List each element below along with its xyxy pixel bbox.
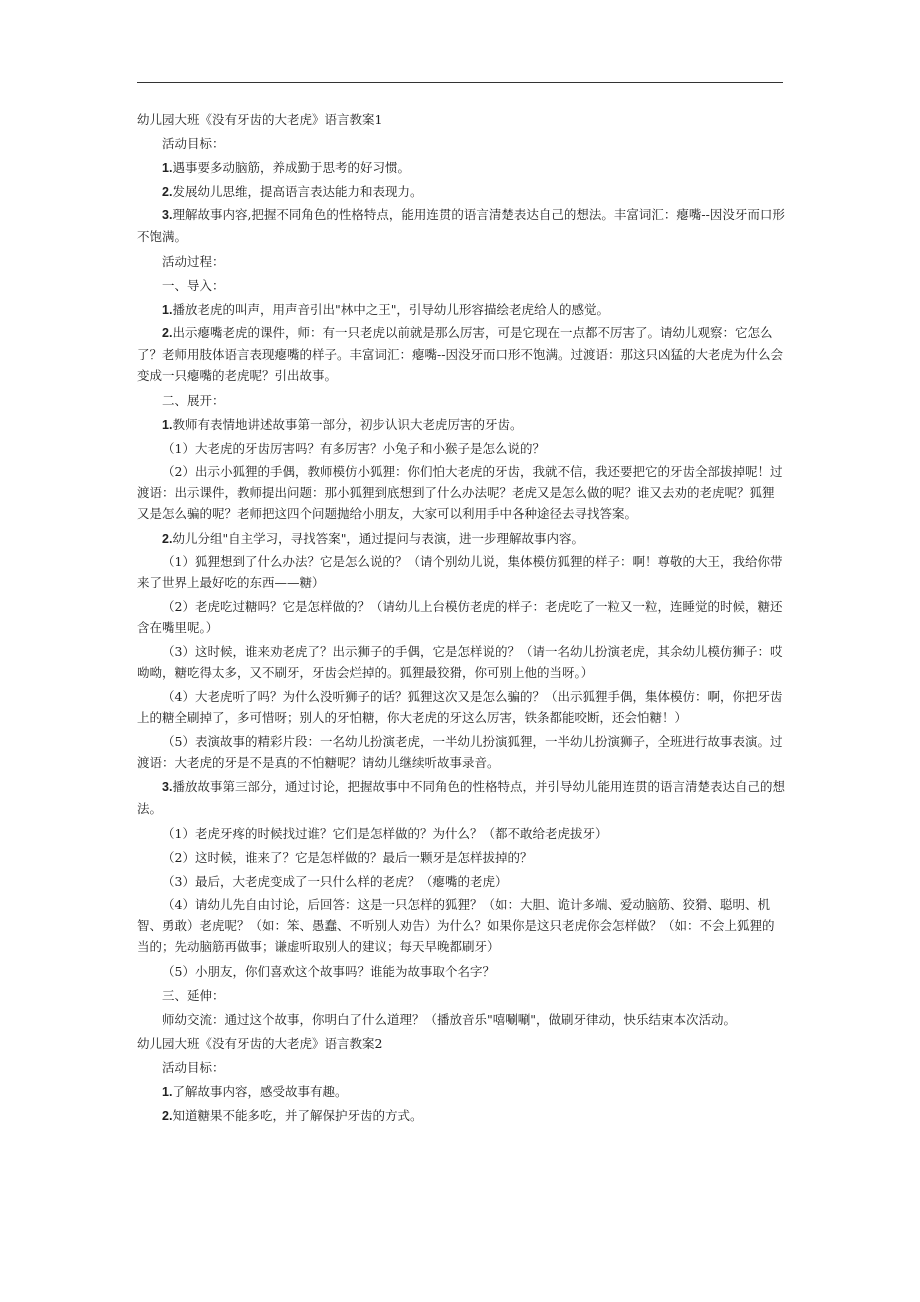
section-heading [137,132,785,156]
paragraph [137,180,785,204]
paragraph-text: （2）老虎吃过糖吗？它是怎样做的？（请幼儿上台模仿老虎的样子：老虎吃了一粒又一粒，连睡觉的时候，糖还含在嘴里呢。） [137,599,783,635]
paragraph-text: 二、展开： [162,393,225,408]
paragraph [137,527,785,551]
item-number: 2. [162,1109,173,1123]
section-heading [137,389,785,413]
section-heading [137,274,785,298]
paragraph [137,960,785,984]
paragraph-text: 理解故事内容,把握不同角色的性格特点，能用连贯的语言清楚表达自己的想法。丰富词汇：瘪嘴--因没牙而口形不饱满。 [137,207,785,244]
header-rule [137,82,783,83]
paragraph-text: 幼儿园大班《没有牙齿的大老虎》语言教案2 [137,1036,383,1051]
paragraph [137,776,785,819]
paragraph-text: （5）小朋友，你们喜欢这个故事吗？谁能为故事取个名字？ [162,964,495,979]
paragraph-text: （5）表演故事的精彩片段：一名幼儿扮演老虎，一半幼儿扮演狐狸，一半幼儿扮演狮子，全班进行故事表演。过渡语：大老虎的牙是不是真的不怕糖呢？请幼儿继续听故事录音。 [137,734,783,770]
paragraph [137,298,785,322]
paragraph [137,641,785,683]
paragraph-text: 幼儿分组"自主学习，寻找答案"，通过提问与表演，进一步理解故事内容。 [172,531,584,546]
paragraph [137,846,785,870]
paragraph-text: 了解故事内容，感受故事有趣。 [172,1084,348,1099]
item-number: 3. [162,780,173,794]
paragraph [137,894,785,957]
paragraph-text: 播放故事第三部分，通过讨论，把握故事中不同角色的性格特点，并引导幼儿能用连贯的语言清楚表达自己的想法。 [137,779,785,816]
paragraph [137,1104,785,1128]
paragraph [137,156,785,180]
paragraph-text: 活动目标： [162,1060,225,1075]
paragraph-text: （1）狐狸想到了什么办法？它是怎么说的？（请个别幼儿说，集体模仿狐狸的样子：啊！尊敬的大王，我给你带来了世界上最好吃的东西——糖） [137,554,783,590]
paragraph [137,204,785,247]
paragraph-text: 一、导入： [162,278,225,293]
paragraph-text: 师幼交流：通过这个故事，你明白了什么道理？（播放音乐"嘻唰唰"，做刷牙律动，快乐结束本次活动。 [162,1012,737,1027]
paragraph-text: 幼儿园大班《没有牙齿的大老虎》语言教案1 [137,112,383,127]
paragraph-text: 活动过程： [162,254,225,269]
paragraph [137,322,785,386]
paragraph-text: （1）大老虎的牙齿厉害吗？有多厉害？小兔子和小猴子是怎么说的？ [162,441,545,456]
paragraph-text: （1）老虎牙疼的时候找过谁？它们是怎样做的？为什么？（都不敢给老虎拔牙） [162,826,608,841]
paragraph-text: （3）最后，大老虎变成了一只什么样的老虎？（瘪嘴的老虎） [162,874,508,889]
paragraph [137,1008,785,1032]
paragraph [137,461,785,524]
item-number: 2. [162,326,173,340]
paragraph [137,870,785,894]
paragraph [137,551,785,593]
paragraph-text: 教师有表情地讲述故事第一部分，初步认识大老虎厉害的牙齿。 [172,417,523,432]
paragraph [137,731,785,773]
paragraph [137,437,785,461]
document-title [137,108,785,132]
paragraph-text: （2）出示小狐狸的手偶，教师模仿小狐狸：你们怕大老虎的牙齿，我就不信，我还要把它的牙齿全部拔掉呢！过渡语：出示课件，教师提出问题：那小狐狸到底想到了什么办法呢？老虎又是怎么做的呢？谁又去劝的老虎呢？狐狸又是怎么骗的呢？老师把这四个问题抛给小朋友，大家可以利用手中各种途径去寻找答案。 [137,464,783,521]
paragraph [137,413,785,437]
section-heading [137,984,785,1008]
paragraph-text: （2）这时候，谁来了？它是怎样做的？最后一颗牙是怎样拔掉的？ [162,850,533,865]
item-number: 1. [162,161,173,175]
document-title [137,1032,785,1056]
paragraph-text: 遇事要多动脑筋，养成勤于思考的好习惯。 [172,160,410,175]
paragraph-text: 三、延伸： [162,988,225,1003]
paragraph-text: 活动目标： [162,136,225,151]
item-number: 2. [162,185,173,199]
item-number: 1. [162,418,173,432]
paragraph-text: 知道糖果不能多吃，并了解保护牙齿的方式。 [172,1108,423,1123]
paragraph-text: 出示瘪嘴老虎的课件，师：有一只老虎以前就是那么厉害，可是它现在一点都不厉害了。请幼儿观察：它怎么了？老师用肢体语言表现瘪嘴的样子。丰富词汇：瘪嘴--因没牙而口形不饱满。过渡语：那这只凶猛的大老虎为什么会变成一只瘪嘴的老虎呢？引出故事。 [137,325,783,383]
paragraph-text: 播放老虎的叫声，用声音引出"林中之王"，引导幼儿形容描绘老虎给人的感觉。 [172,302,609,317]
paragraph-text: （4）请幼儿先自由讨论，后回答：这是一只怎样的狐狸？（如：大胆、诡计多端、爱动脑筋、狡猾、聪明、机智、勇敢）老虎呢？（如：笨、愚蠢、不听别人劝告）为什么？如果你是这只老虎你会怎样做？（如：不会上狐狸的当的；先动脑筋再做事；谦虚听取别人的建议；每天早晚都刷牙） [137,897,775,954]
document-body [137,108,785,1128]
paragraph-text: 发展幼儿思维，提高语言表达能力和表现力。 [172,184,423,199]
item-number: 3. [162,208,173,222]
paragraph [137,822,785,846]
paragraph [137,686,785,728]
paragraph [137,596,785,638]
item-number: 1. [162,1085,173,1099]
paragraph-text: （4）大老虎听了吗？为什么没听狮子的话？狐狸这次又是怎么骗的？（出示狐狸手偶，集体模仿：啊，你把牙齿上的糖全刷掉了，多可惜呀；别人的牙怕糖，你大老虎的牙这么厉害，铁条都能咬断，还会怕糖！） [137,689,783,725]
item-number: 1. [162,303,173,317]
section-heading [137,1056,785,1080]
paragraph-text: （3）这时候，谁来劝老虎了？出示狮子的手偶，它是怎样说的？（请一名幼儿扮演老虎，其余幼儿模仿狮子：哎呦呦，糖吃得太多，又不刷牙，牙齿会烂掉的。狐狸最狡猾，你可别上他的当呀。） [137,644,783,680]
section-heading [137,250,785,274]
paragraph [137,1080,785,1104]
item-number: 2. [162,532,173,546]
